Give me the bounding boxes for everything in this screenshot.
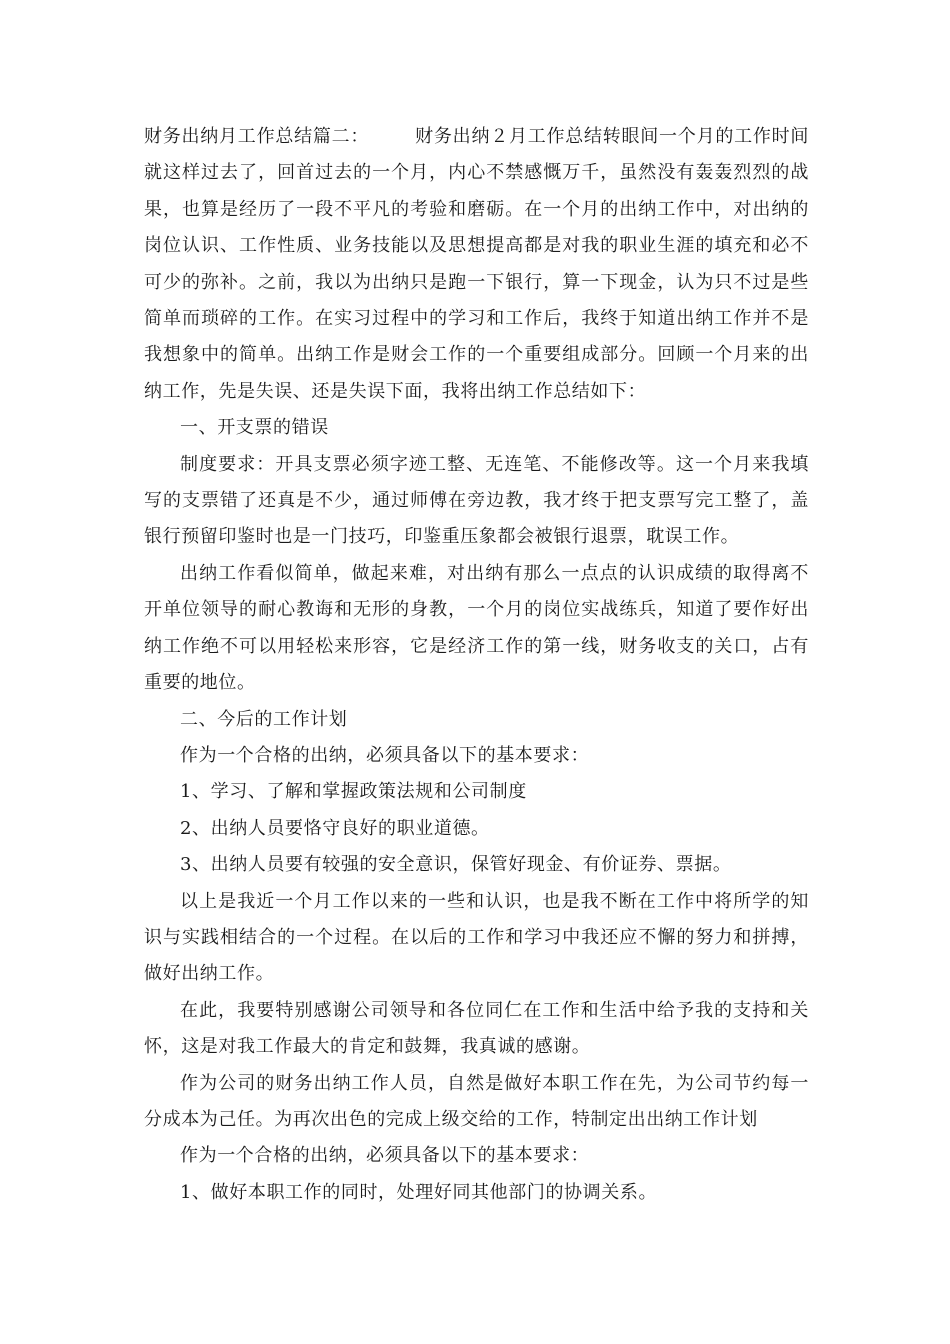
paragraph-summary: 以上是我近一个月工作以来的一些和认识，也是我不断在工作中将所学的知识与实践相结合的一个过程。在以后的工作和学习中我还应不懈的努力和拼搏，做好出纳工作。 bbox=[144, 890, 809, 985]
paragraph-thanks: 在此，我要特别感谢公司领导和各位同仁在工作和生活中给予我的支持和关怀，这是对我工作最大的肯定和鼓舞，我真诚的感谢。 bbox=[144, 999, 809, 1058]
list-item-requirement-3: 3、出纳人员要有较强的安全意识，保管好现金、有价证券、票据。 bbox=[180, 854, 732, 876]
intro-paragraph bbox=[144, 119, 809, 410]
list-item-requirement-1: 1、学习、了解和掌握政策法规和公司制度 bbox=[180, 781, 527, 803]
list-item-plan-1: 1、做好本职工作的同时，处理好同其他部门的协调关系。 bbox=[180, 1181, 658, 1203]
paragraph-plan: 作为公司的财务出纳工作人员，自然是做好本职工作在先，为公司节约每一分成本为己任。为再次出色的完成上级交给的工作，特制定出出纳工作计划 bbox=[144, 1072, 809, 1130]
document-body bbox=[144, 119, 809, 1211]
list-item-requirement-2: 2、出纳人员要恪守良好的职业道德。 bbox=[180, 817, 490, 839]
article-title: 财务出纳月工作总结篇二： bbox=[144, 126, 370, 147]
section-heading-check-errors: 一、开支票的错误 bbox=[180, 417, 329, 439]
requirements-intro: 作为一个合格的出纳，必须具备以下的基本要求： bbox=[180, 744, 590, 766]
paragraph-cashier-reflection: 出纳工作看似简单，做起来难，对出纳有那么一点点的认识成绩的取得离不开单位领导的耐心教诲和无形的身教，一个月的岗位实战练兵，知道了要作好出纳工作绝不可以用轻松来形容，它是经济工作的第一线，财务收支的关口，占有重要的地位。 bbox=[144, 562, 809, 694]
paragraph-check-requirements: 制度要求：开具支票必须字迹工整、无连笔、不能修改等。这一个月来我填写的支票错了还真是不少，通过师傅在旁边教，我才终于把支票写完工整了，盖银行预留印鉴时也是一门技巧，印鉴重压象都会被银行退票，耽误工作。 bbox=[144, 453, 809, 548]
requirements-intro-2: 作为一个合格的出纳，必须具备以下的基本要求： bbox=[180, 1145, 590, 1167]
section-heading-future-plan: 二、今后的工作计划 bbox=[180, 708, 348, 730]
intro-body-text: 财务出纳２月工作总结转眼间一个月的工作时间就这样过去了，回首过去的一个月，内心不禁感慨万千，虽然没有轰轰烈烈的战果，也算是经历了一段不平凡的考验和磨砺。在一个月的出纳工作中，对出纳的岗位认识、工作性质、业务技能以及思想提高都是对我的职业生涯的填充和必不可少的弥补。之前，我以为出纳只是跑一下银行，算一下现金，认为只不过是些简单而琐碎的工作。在实习过程中的学习和工作后，我终于知道出纳工作并不是我想象中的简单。出纳工作是财会工作的一个重要组成部分。回顾一个月来的出纳工作，先是失误、还是失误下面，我将出纳工作总结如下： bbox=[144, 126, 809, 402]
